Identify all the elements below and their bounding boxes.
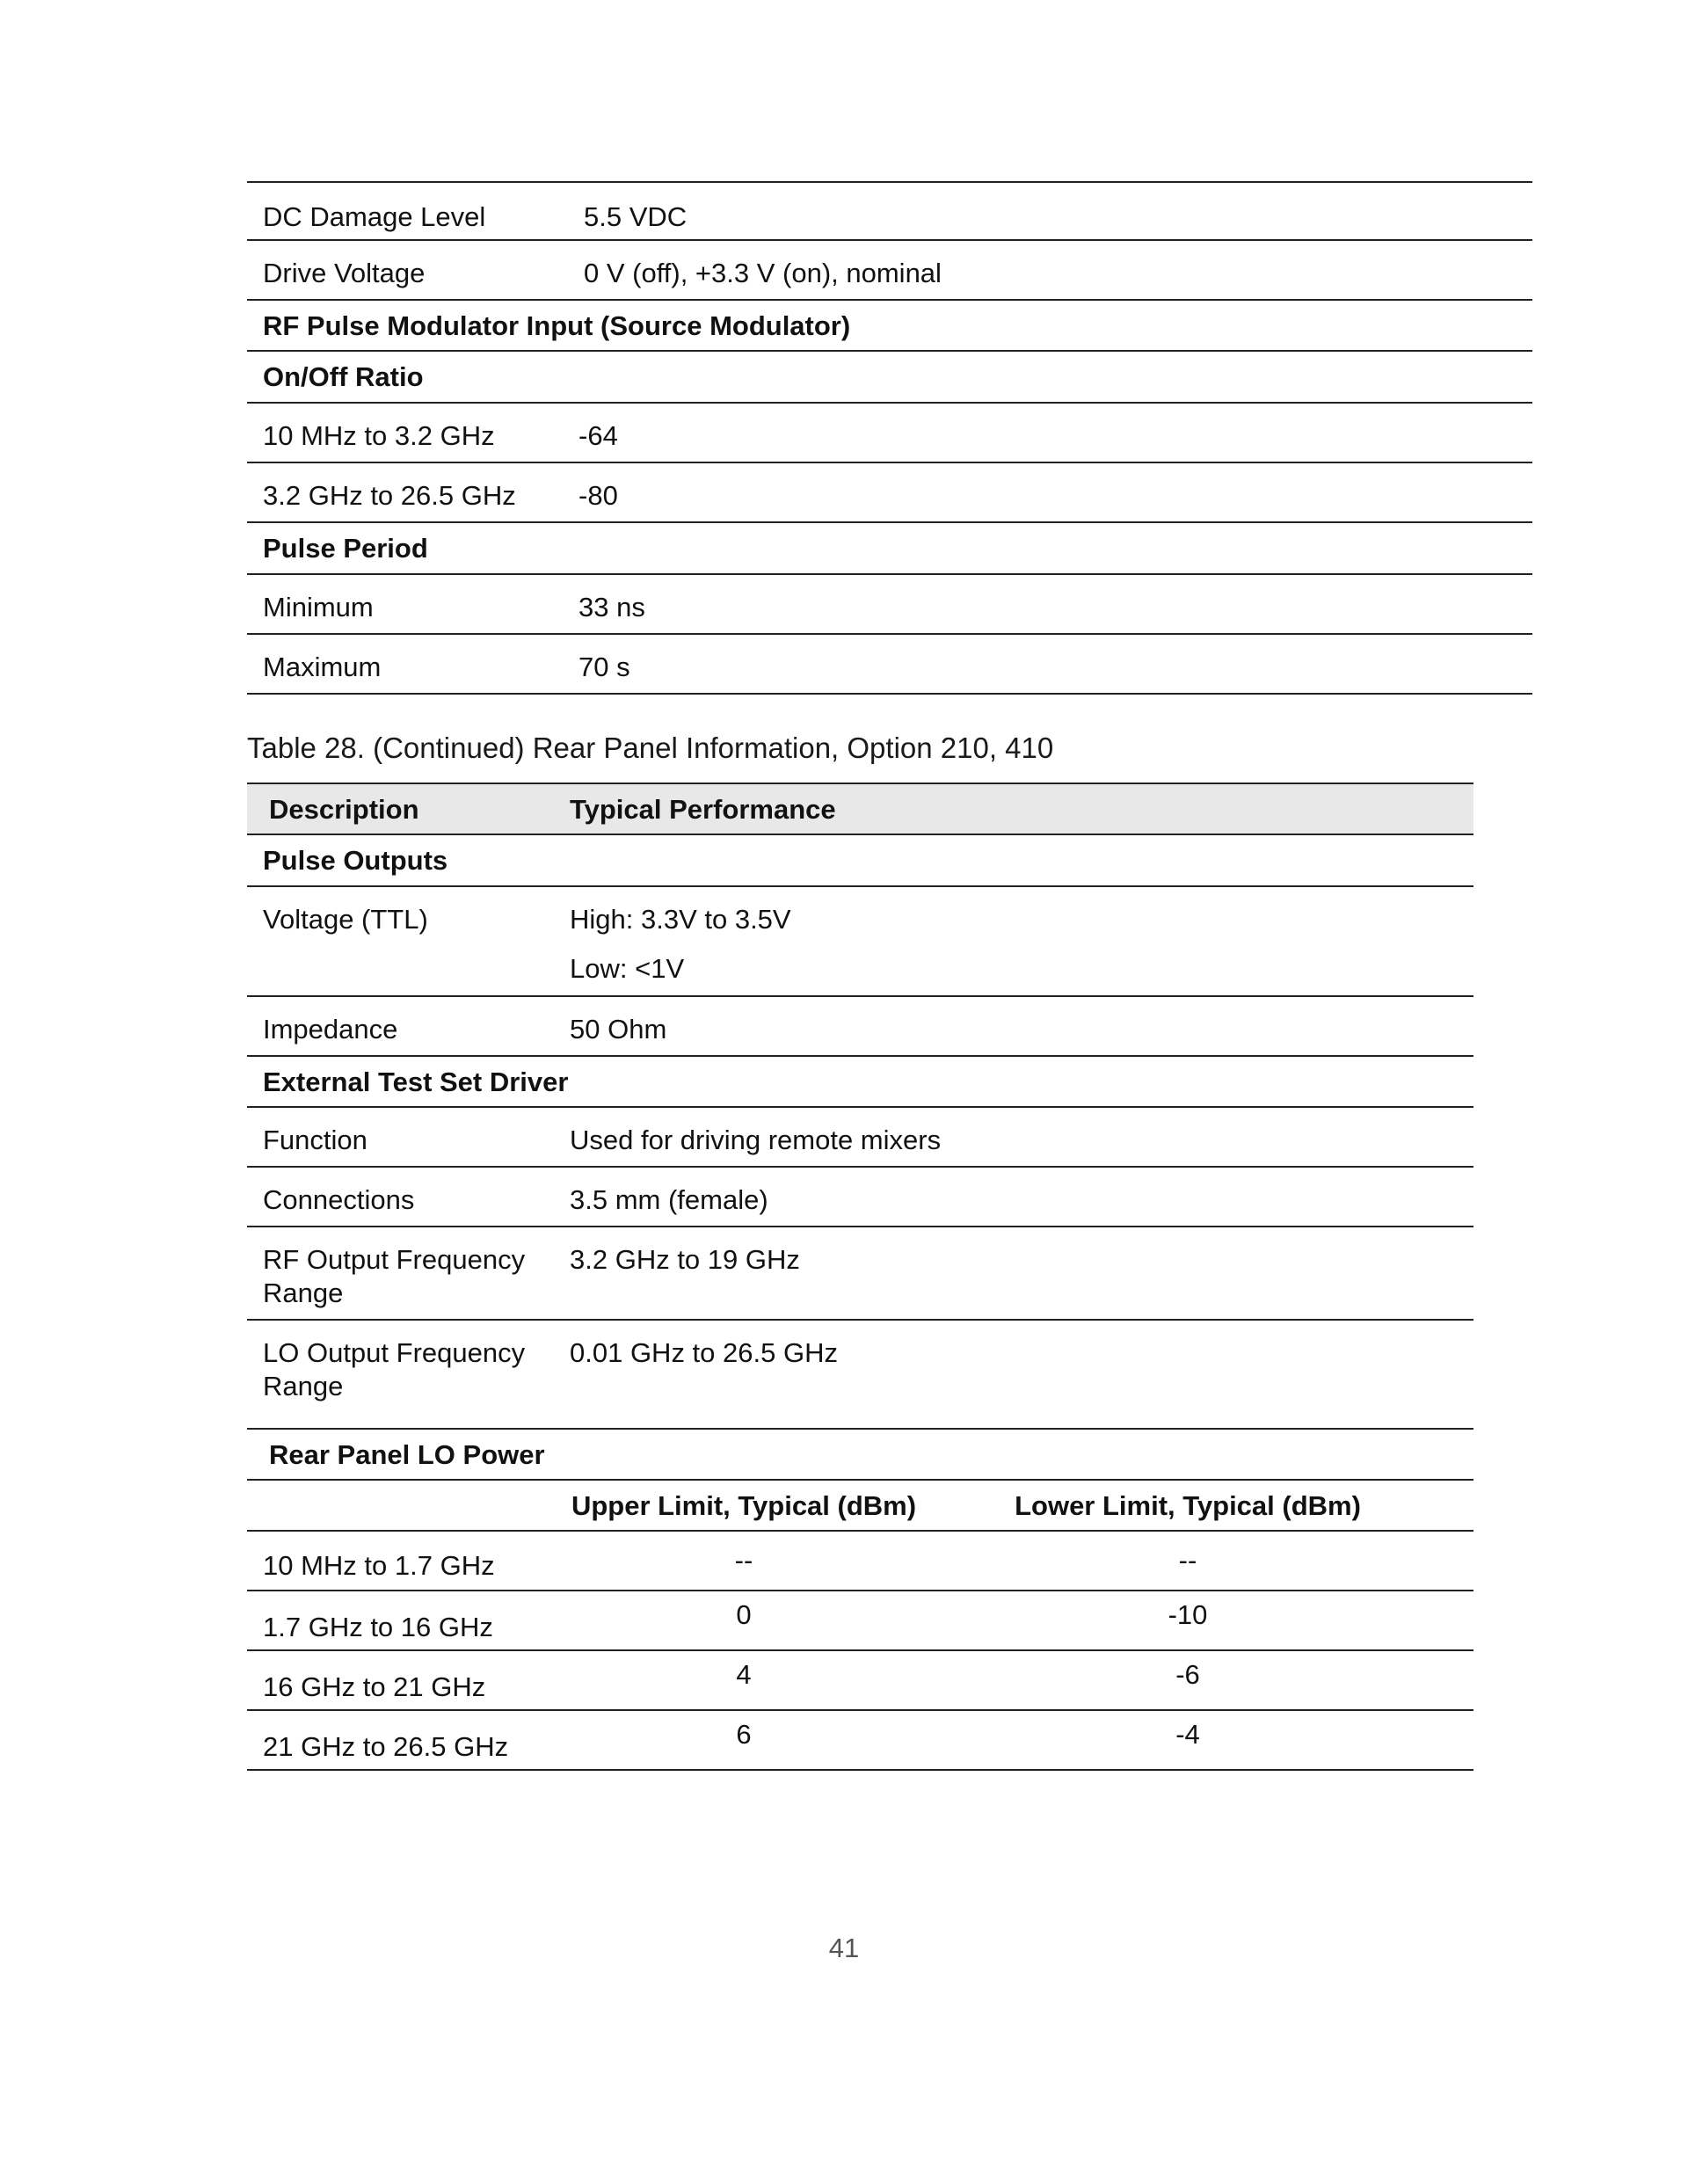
section-heading: RF Pulse Modulator Input (Source Modulator) <box>263 310 851 341</box>
table-caption: Table 28. (Continued) Rear Panel Information, Option 210, 410 <box>247 732 1054 764</box>
row-label: 10 MHz to 1.7 GHz <box>263 1550 495 1581</box>
row-label: Function <box>263 1125 367 1155</box>
row-value: 33 ns <box>578 592 645 622</box>
table-row <box>247 1651 1473 1711</box>
row-value: 50 Ohm <box>570 1014 667 1045</box>
lower-value: -10 <box>1168 1599 1208 1630</box>
table-row <box>247 181 1532 241</box>
row-label: Voltage (TTL) <box>263 904 428 935</box>
row-value: 70 s <box>578 652 630 682</box>
row-value: 0.01 GHz to 26.5 GHz <box>570 1337 838 1368</box>
table-row <box>247 887 1473 997</box>
row-label-line1: RF Output Frequency <box>263 1244 526 1275</box>
row-label: Drive Voltage <box>263 258 426 288</box>
row-label-line1: LO Output Frequency <box>263 1337 526 1368</box>
table-row <box>247 1321 1473 1430</box>
row-label: Minimum <box>263 592 374 622</box>
section-row <box>247 835 1473 887</box>
row-label-line2: Range <box>263 1371 344 1401</box>
row-label-line2: Range <box>263 1278 344 1308</box>
section-row <box>247 1430 1473 1481</box>
table-row <box>247 241 1532 301</box>
table-row <box>247 1711 1473 1771</box>
row-label: 10 MHz to 3.2 GHz <box>263 420 495 451</box>
page-number: 41 <box>828 1933 860 1963</box>
row-value: 3.2 GHz to 19 GHz <box>570 1244 800 1275</box>
row-label: Maximum <box>263 652 382 682</box>
col-lower-limit: Lower Limit, Typical (dBm) <box>1015 1490 1361 1521</box>
row-value: 5.5 VDC <box>584 201 688 232</box>
row-label: Impedance <box>263 1014 398 1045</box>
upper-value: -- <box>734 1545 753 1576</box>
row-value: -64 <box>578 420 618 451</box>
section-heading: Pulse Period <box>263 533 428 564</box>
row-label: Connections <box>263 1184 415 1215</box>
table-row <box>247 997 1473 1057</box>
row-label: 16 GHz to 21 GHz <box>263 1671 486 1702</box>
section-heading: Pulse Outputs <box>263 845 448 876</box>
col-upper-limit: Upper Limit, Typical (dBm) <box>571 1490 917 1521</box>
section-row <box>247 352 1532 404</box>
section-heading: Rear Panel LO Power <box>269 1439 545 1470</box>
row-label: 21 GHz to 26.5 GHz <box>263 1731 509 1762</box>
table-row <box>247 1108 1473 1168</box>
table-row <box>247 1168 1473 1227</box>
top-spec-table <box>247 181 1532 695</box>
upper-value: 6 <box>736 1719 752 1750</box>
table-row <box>247 1227 1473 1321</box>
upper-value: 0 <box>736 1599 752 1630</box>
row-label: DC Damage Level <box>263 201 486 232</box>
lower-value: -6 <box>1175 1659 1200 1690</box>
lower-value: -4 <box>1175 1719 1200 1750</box>
upper-value: 4 <box>736 1659 752 1690</box>
section-heading: On/Off Ratio <box>263 361 424 392</box>
table-row <box>247 404 1532 463</box>
subheader-row <box>247 1481 1473 1532</box>
row-value: 3.5 mm (female) <box>570 1184 768 1215</box>
row-value-low: Low: <1V <box>570 953 685 984</box>
row-value: 0 V (off), +3.3 V (on), nominal <box>584 258 942 288</box>
row-value: Used for driving remote mixers <box>570 1125 942 1155</box>
table-header-row <box>247 783 1473 835</box>
section-row <box>247 301 1532 352</box>
header-performance: Typical Performance <box>570 794 836 825</box>
table-row <box>247 1532 1473 1591</box>
table-row <box>247 463 1532 523</box>
table-row <box>247 635 1532 695</box>
section-row <box>247 1057 1473 1108</box>
table-row <box>247 1591 1473 1651</box>
header-description: Description <box>269 794 419 825</box>
table-row <box>247 575 1532 635</box>
section-heading: External Test Set Driver <box>263 1067 569 1097</box>
section-row <box>247 523 1532 575</box>
lower-value: -- <box>1178 1545 1197 1576</box>
row-label: 1.7 GHz to 16 GHz <box>263 1612 493 1642</box>
row-value-high: High: 3.3V to 3.5V <box>570 904 791 935</box>
row-label: 3.2 GHz to 26.5 GHz <box>263 480 516 511</box>
row-value: -80 <box>578 480 618 511</box>
rear-panel-table <box>247 783 1473 1771</box>
